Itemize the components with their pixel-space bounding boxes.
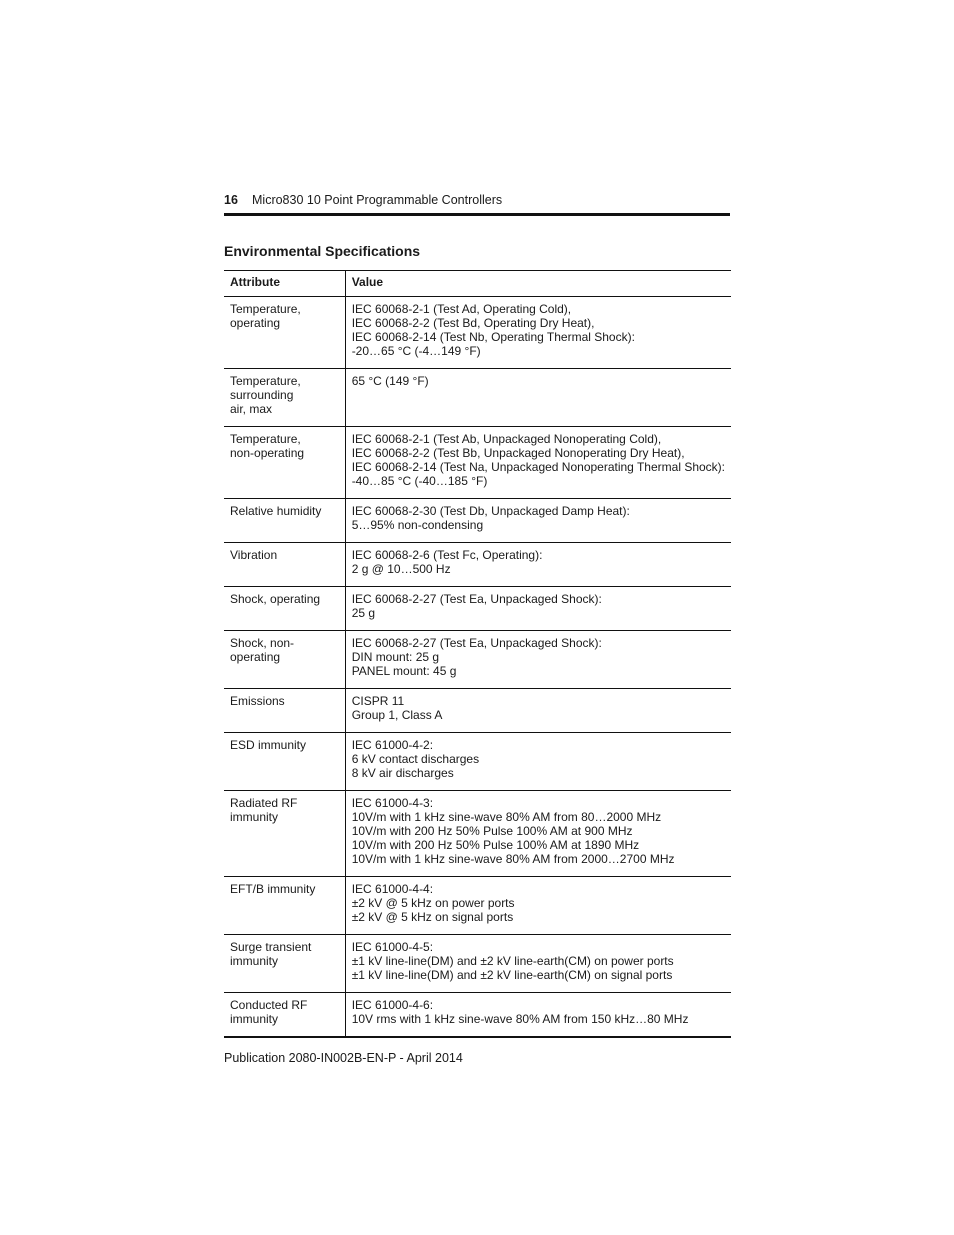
attribute-cell [224,587,345,631]
value-line: IEC 60068-2-14 (Test Na, Unpackaged Nonoperating Thermal Shock): [351,460,725,474]
attribute-cell [224,993,345,1038]
environmental-specifications-table [224,270,731,1038]
value-line: 5…95% non-condensing [351,518,484,532]
attribute-text: EFT/B immunity [230,882,316,896]
attribute-text: ESD immunity [230,738,307,752]
value-line: 65 °C (149 °F) [351,374,429,388]
table-row [224,587,731,631]
value-line: 8 kV air discharges [351,766,454,780]
page-number: 16 [224,193,238,207]
value-cell [345,935,731,993]
value-line: Group 1, Class A [351,708,443,722]
value-cell [345,369,731,427]
value-cell [345,297,731,369]
attribute-text: Temperature, operating [230,302,301,330]
section-title: Environmental Specifications [224,243,421,259]
value-line: IEC 61000-4-4: [351,882,434,896]
value-line: 10V/m with 200 Hz 50% Pulse 100% AM at 1890 MHz [351,838,640,852]
value-line: PANEL mount: 45 g [351,664,457,678]
value-line: IEC 60068-2-27 (Test Ea, Unpackaged Shock): [351,636,602,650]
table-row [224,993,731,1038]
table-row [224,877,731,935]
value-cell [345,427,731,499]
attribute-cell [224,935,345,993]
value-cell [345,587,731,631]
attribute-text: Vibration [230,548,278,562]
attribute-cell [224,791,345,877]
value-line: ±1 kV line-line(DM) and ±2 kV line-earth(CM) on power ports [351,954,674,968]
value-line: 25 g [351,606,376,620]
attribute-text: Shock, non-operating [230,636,295,664]
column-header-attribute: Attribute [224,271,345,297]
value-line: IEC 60068-2-27 (Test Ea, Unpackaged Shock): [351,592,602,606]
value-cell [345,689,731,733]
attribute-cell [224,733,345,791]
value-line: ±2 kV @ 5 kHz on signal ports [351,910,514,924]
value-line: IEC 60068-2-14 (Test Nb, Operating Thermal Shock): [351,330,635,344]
table-row [224,791,731,877]
value-cell [345,877,731,935]
value-line: ±1 kV line-line(DM) and ±2 kV line-earth(CM) on signal ports [351,968,673,982]
table-row [224,369,731,427]
value-line: 10V/m with 1 kHz sine-wave 80% AM from 2000…2700 MHz [351,852,675,866]
attribute-text: air, max [230,402,273,416]
attribute-text: Conducted RF immunity [230,998,308,1026]
value-cell [345,993,731,1038]
value-line: IEC 60068-2-6 (Test Fc, Operating): [351,548,543,562]
value-line: 2 g @ 10…500 Hz [351,562,451,576]
attribute-text: Shock, operating [230,592,321,606]
value-line: IEC 60068-2-1 (Test Ad, Operating Cold), [351,302,572,316]
table-row [224,427,731,499]
attribute-cell [224,369,345,427]
value-line: 10V rms with 1 kHz sine-wave 80% AM from 150 kHz…80 MHz [351,1012,689,1026]
table-row [224,543,731,587]
value-line: DIN mount: 25 g [351,650,440,664]
value-line: IEC 60068-2-1 (Test Ab, Unpackaged Nonoperating Cold), [351,432,662,446]
value-line: CISPR 11 [351,694,405,708]
value-line: IEC 61000-4-2: [351,738,434,752]
value-line: IEC 60068-2-30 (Test Db, Unpackaged Damp Heat): [351,504,630,518]
attribute-cell [224,297,345,369]
attribute-text: Surge transient immunity [230,940,312,968]
attribute-text: non-operating [230,446,305,460]
table-row [224,297,731,369]
attribute-text: Emissions [230,694,285,708]
value-line: ±2 kV @ 5 kHz on power ports [351,896,515,910]
value-line: IEC 61000-4-5: [351,940,434,954]
page-header [224,192,730,216]
value-cell [345,499,731,543]
attribute-text: Temperature, surrounding [230,374,301,402]
table-row [224,631,731,689]
publication-footer: Publication 2080-IN002B-EN-P - April 2014 [224,1051,463,1065]
value-line: 6 kV contact discharges [351,752,480,766]
value-line: -40…85 °C (-40…185 °F) [351,474,488,488]
table-header-row [224,271,731,297]
value-line: -20…65 °C (-4…149 °F) [351,344,481,358]
attribute-cell [224,543,345,587]
table-row [224,499,731,543]
value-cell [345,631,731,689]
value-line: IEC 61000-4-6: [351,998,434,1012]
value-cell [345,791,731,877]
attribute-text: Relative humidity [230,504,322,518]
attribute-cell [224,877,345,935]
value-line: IEC 60068-2-2 (Test Bb, Unpackaged Nonoperating Dry Heat), [351,446,685,460]
column-header-value: Value [345,271,731,297]
value-line: 10V/m with 1 kHz sine-wave 80% AM from 80…2000 MHz [351,810,662,824]
value-cell [345,733,731,791]
table-row [224,689,731,733]
attribute-cell [224,499,345,543]
value-cell [345,543,731,587]
document-title: Micro830 10 Point Programmable Controllers [252,193,503,207]
table-body [224,297,731,1038]
table-row [224,935,731,993]
value-line: IEC 60068-2-2 (Test Bd, Operating Dry Heat), [351,316,595,330]
attribute-text: Radiated RF immunity [230,796,298,824]
value-line: IEC 61000-4-3: [351,796,434,810]
attribute-cell [224,427,345,499]
attribute-text: Temperature, [230,432,301,446]
table-row [224,733,731,791]
value-line: 10V/m with 200 Hz 50% Pulse 100% AM at 900 MHz [351,824,633,838]
attribute-cell [224,631,345,689]
attribute-cell [224,689,345,733]
